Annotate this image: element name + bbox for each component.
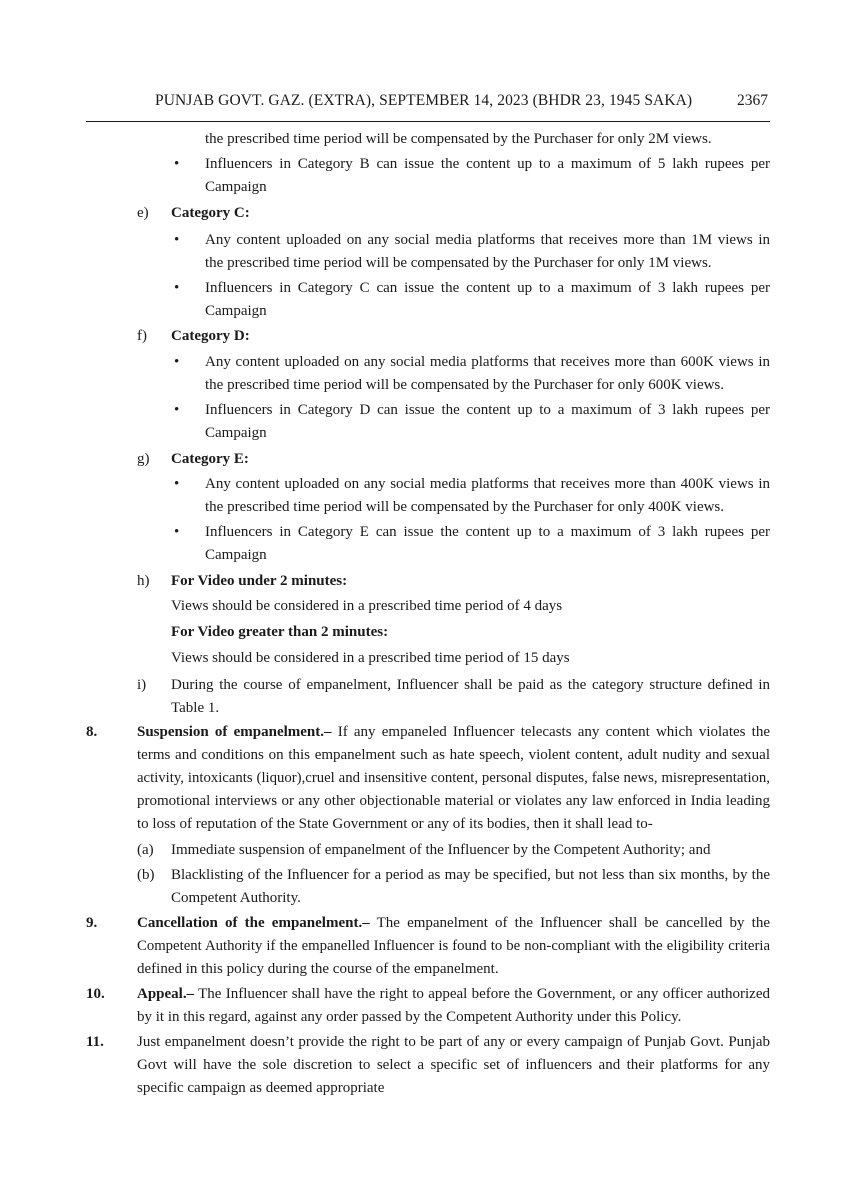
category-c-bullet2-l1: Influencers in Category C can issue the content up to a maximum of 3 lakh rupees per bbox=[205, 280, 770, 296]
category-c-bullet1-l1: Any content uploaded on any social media platforms that receives more than 1M views in bbox=[205, 232, 770, 248]
cont-b-line1: the prescribed time period will be compensated by the Purchaser for only 2M views. bbox=[205, 131, 712, 147]
video-under-text: Views should be considered in a prescribed time period of 4 days bbox=[171, 598, 563, 614]
category-e-bullet2-l2: Campaign bbox=[205, 547, 267, 563]
item-marker-g: g) bbox=[137, 451, 150, 467]
bullet-icon: • bbox=[174, 354, 180, 370]
item-marker-h: h) bbox=[137, 573, 150, 589]
gazette-title: PUNJAB GOVT. GAZ. (EXTRA), SEPTEMBER 14, 2023 (BHDR 23, 1945 SAKA) bbox=[155, 92, 693, 109]
section-8-line1 bbox=[137, 724, 770, 741]
section-8-line1-rest: If any empaneled Influencer telecasts any content which violates the bbox=[331, 724, 771, 740]
video-greater-text: Views should be considered in a prescribed time period of 15 days bbox=[171, 650, 570, 666]
category-e-bullet2-l1: Influencers in Category E can issue the content up to a maximum of 3 lakh rupees per bbox=[205, 524, 770, 540]
category-e-bullet1-l2: the prescribed time period will be compensated by the Purchaser for only 400K views. bbox=[205, 499, 725, 515]
section-8-number: 8. bbox=[86, 724, 98, 740]
section-11-line3: specific campaign as deemed appropriate bbox=[137, 1080, 385, 1096]
category-d-title: Category D: bbox=[171, 328, 250, 344]
section-8-line3: activity, intoxicants (liquor),cruel and insensitive content, personal disputes, false news, misrepresentation, bbox=[137, 770, 770, 786]
section-11-line1: Just empanelment doesn’t provide the right to be part of any or every campaign of Punjab Govt. Punjab bbox=[137, 1034, 770, 1050]
section-8-b-l2: Competent Authority. bbox=[171, 890, 301, 906]
item-marker-e: e) bbox=[137, 205, 149, 221]
section-9-number: 9. bbox=[86, 915, 98, 931]
section-10-line1 bbox=[137, 986, 770, 1003]
item-i-line1: During the course of empanelment, Influencer shall be paid as the category structure defined in bbox=[171, 677, 770, 693]
bullet-icon: • bbox=[174, 476, 180, 492]
category-d-bullet2-l2: Campaign bbox=[205, 425, 267, 441]
page-number: 2367 bbox=[737, 92, 768, 109]
bullet-icon: • bbox=[174, 232, 180, 248]
section-8-line4: promotional interviews or any other objectionable material or violates any law enforced in India leading bbox=[137, 793, 770, 809]
category-e-title: Category E: bbox=[171, 451, 249, 467]
header-rule bbox=[86, 121, 770, 122]
section-8-line5: to loss of reputation of the State Government or any of its bodies, then it shall lead to- bbox=[137, 816, 653, 832]
section-8-marker-a: (a) bbox=[137, 842, 154, 858]
category-c-title: Category C: bbox=[171, 205, 250, 221]
item-marker-i: i) bbox=[137, 677, 147, 693]
bullet-icon: • bbox=[174, 402, 180, 418]
section-10-number: 10. bbox=[86, 986, 105, 1002]
section-11-line2: Govt will have the sole discretion to select a specific set of influencers and their platforms for any bbox=[137, 1057, 770, 1073]
section-9-line1-rest: The empanelment of the Influencer shall be cancelled by the bbox=[369, 915, 770, 931]
video-under-title: For Video under 2 minutes: bbox=[171, 573, 348, 589]
section-9-line2: Competent Authority if the empanelled Influencer is found to be non-compliant with the eligibility criteria bbox=[137, 938, 770, 954]
category-c-bullet1-l2: the prescribed time period will be compensated by the Purchaser for only 1M views. bbox=[205, 255, 712, 271]
item-marker-f: f) bbox=[137, 328, 147, 344]
section-8-title: Suspension of empanelment.– bbox=[137, 724, 332, 740]
cont-b-bullet2-l2: Campaign bbox=[205, 179, 267, 195]
section-8-a-text: Immediate suspension of empanelment of the Influencer by the Competent Authority; and bbox=[171, 842, 711, 858]
section-9-title: Cancellation of the empanelment.– bbox=[137, 915, 370, 931]
section-10-title: Appeal.– bbox=[137, 986, 195, 1002]
section-10-line1-rest: The Influencer shall have the right to appeal before the Government, or any officer authorized bbox=[194, 986, 770, 1002]
section-8-b-l1: Blacklisting of the Influencer for a period as may be specified, but not less than six months, by the bbox=[171, 867, 770, 883]
bullet-icon: • bbox=[174, 524, 180, 540]
section-8-marker-b: (b) bbox=[137, 867, 155, 883]
section-9-line1 bbox=[137, 915, 770, 932]
category-d-bullet1-l2: the prescribed time period will be compensated by the Purchaser for only 600K views. bbox=[205, 377, 725, 393]
gazette-header bbox=[0, 92, 848, 112]
bullet-icon: • bbox=[174, 156, 180, 172]
category-e-bullet1-l1: Any content uploaded on any social media platforms that receives more than 400K views in bbox=[205, 476, 770, 492]
cont-b-bullet2-l1: Influencers in Category B can issue the content up to a maximum of 5 lakh rupees per bbox=[205, 156, 770, 172]
section-10-line2: by it in this regard, against any order passed by the Competent Authority under this Policy. bbox=[137, 1009, 682, 1025]
video-greater-title: For Video greater than 2 minutes: bbox=[171, 624, 389, 640]
section-9-line3: defined in this policy during the course of the empanelment. bbox=[137, 961, 499, 977]
item-i-line2: Table 1. bbox=[171, 700, 220, 716]
bullet-icon: • bbox=[174, 280, 180, 296]
category-d-bullet2-l1: Influencers in Category D can issue the content up to a maximum of 3 lakh rupees per bbox=[205, 402, 770, 418]
category-c-bullet2-l2: Campaign bbox=[205, 303, 267, 319]
category-d-bullet1-l1: Any content uploaded on any social media platforms that receives more than 600K views in bbox=[205, 354, 770, 370]
section-11-number: 11. bbox=[86, 1034, 104, 1050]
section-8-line2: terms and conditions on this empanelment such as hate speech, violent content, adult nudity and sexual bbox=[137, 747, 770, 763]
